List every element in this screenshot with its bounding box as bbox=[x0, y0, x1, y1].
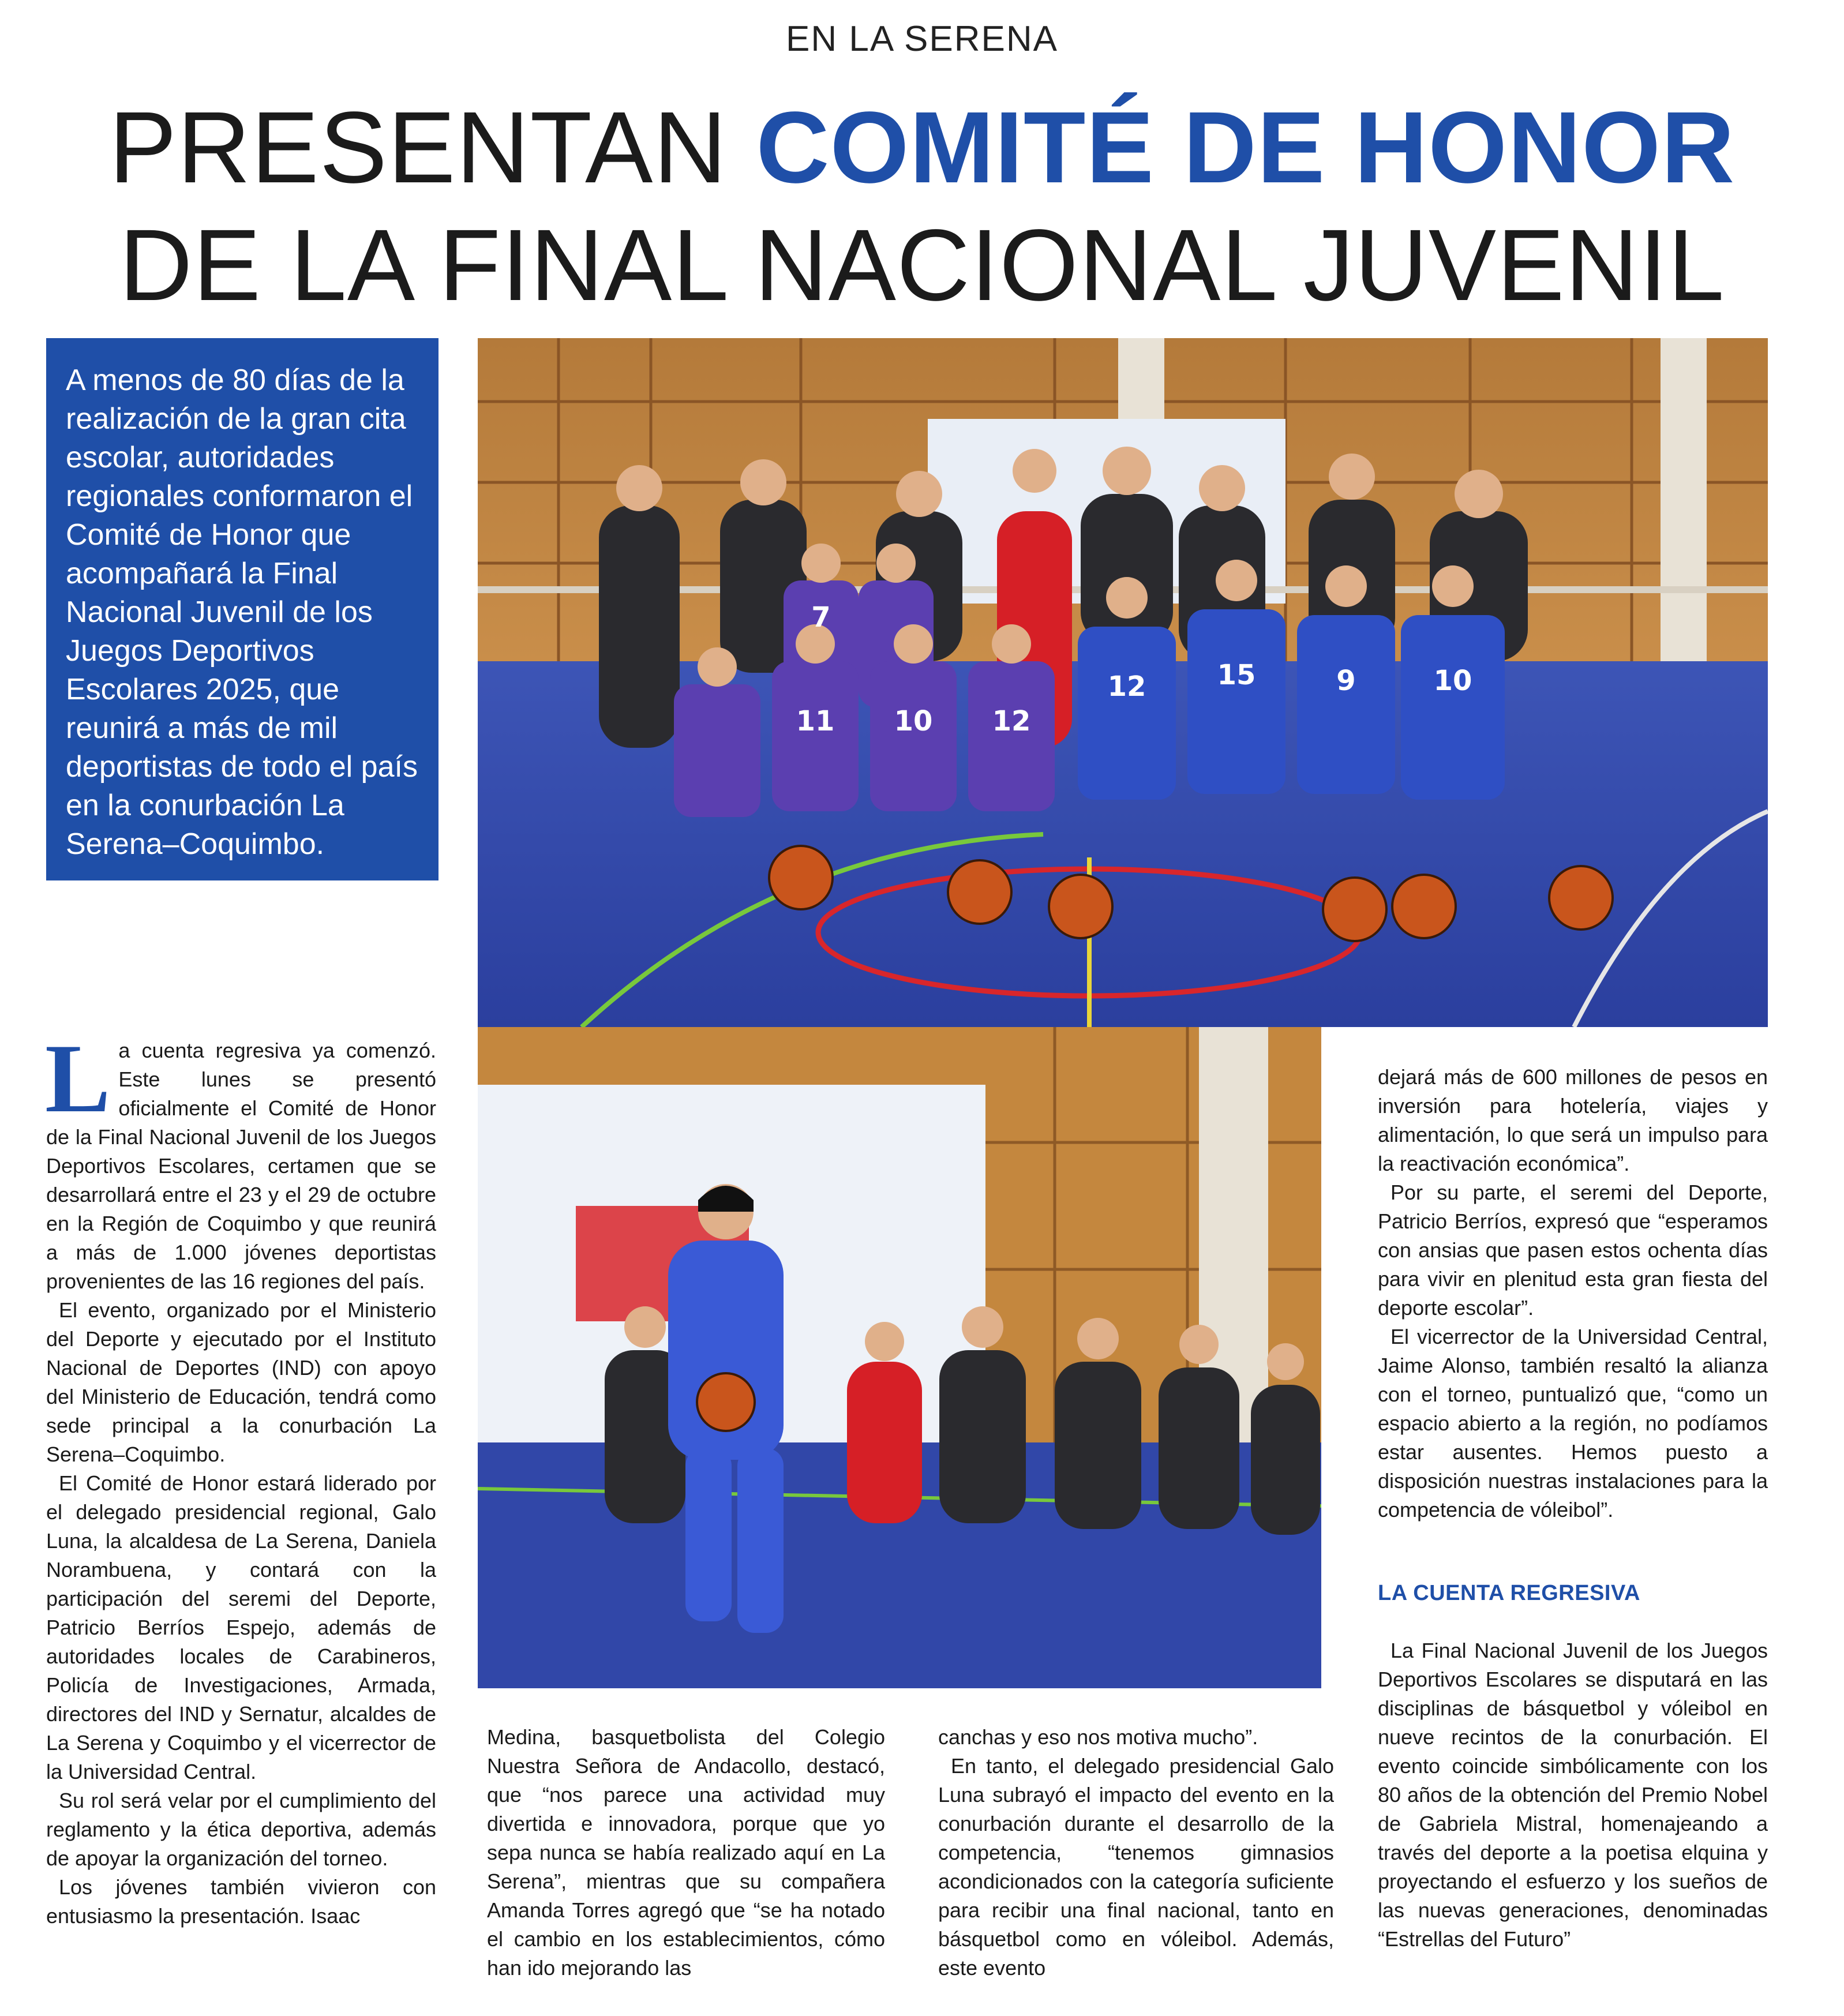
team-photo bbox=[478, 338, 1768, 1027]
jersey-number: 12 bbox=[1107, 670, 1146, 703]
headline-accent: COMITÉ DE HONOR bbox=[756, 91, 1736, 204]
body-column-3 bbox=[938, 1723, 1334, 1983]
jersey-number: 15 bbox=[1217, 659, 1256, 691]
paragraph: El Comité de Honor estará liderado por el delegado presidencial regional, Galo Luna, la alcaldesa de La Serena, Daniela Norambuena, y contará con la participación del seremi del Deporte, Patricio Berríos Espejo, además de autoridades locales de Carabineros, Policía de Investigaciones, Armada, directores del IND y Sernatur, alcaldes de La Serena y Coquimbo y el vicerrector de la Universidad Central. bbox=[46, 1471, 436, 1783]
team-photo-illustration bbox=[478, 338, 1768, 1027]
drop-cap: L bbox=[45, 1024, 111, 1133]
section-kicker: EN LA SERENA bbox=[786, 19, 1058, 59]
paragraph: Los jóvenes también vivieron con entusiasmo la presentación. Isaac bbox=[46, 1875, 436, 1928]
jersey-number: 11 bbox=[796, 705, 835, 737]
paragraph: Su rol será velar por el cumplimiento del reglamento y la ética deportiva, además de apoyar la organización del torneo. bbox=[46, 1789, 436, 1870]
headline-line-2: DE LA FINAL NACIONAL JUVENIL bbox=[119, 209, 1725, 322]
body-column-2 bbox=[487, 1723, 885, 1983]
body-column-4-bottom bbox=[1378, 1636, 1768, 1954]
jersey-number: 10 bbox=[894, 705, 933, 737]
paragraph: a cuenta regresiva ya comenzó. Este lunes se presentó oficialmente el Comité de Honor de la Final Nacional Juvenil de los Juegos Deportivos Escolares, certamen que se desarrollará entre el 23 y el 29 de octubre en la Región de Coquimbo y que reunirá a más de 1.000 jóvenes deportistas provenientes de las 16 regiones del país. bbox=[46, 1039, 436, 1293]
paragraph: canchas y eso nos motiva mucho”. bbox=[938, 1725, 1258, 1749]
jersey-number: 7 bbox=[811, 601, 831, 634]
player-photo bbox=[478, 1027, 1321, 1688]
paragraph: El evento, organizado por el Ministerio del Deporte y ejecutado por el Instituto Nacional de Deportes (IND) con apoyo del Ministerio de Educación, tendrá como sede principal a la conurbación La Serena–Coquimbo. bbox=[46, 1298, 436, 1466]
paragraph: El vicerrector de la Universidad Central, Jaime Alonso, también resaltó la alianza con el torneo, puntualizó que, “como un espacio abierto a la región, no podíamos estar ausentes. Hemos puesto a disposición nuestras instalaciones para la competencia de vóleibol”. bbox=[1378, 1325, 1768, 1522]
paragraph: Medina, basquetbolista del Colegio Nuestra Señora de Andacollo, destacó, que “nos parece una actividad muy divertida e innovadora, porque que yo sepa nunca se había realizado aquí en La Serena”, mientras que su compañera Amanda Torres agregó que “se ha notado el cambio en los establecimientos, cómo han ido mejorando las bbox=[487, 1725, 885, 1980]
jersey-number: 9 bbox=[1336, 665, 1356, 697]
body-column-4-top bbox=[1378, 1063, 1768, 1524]
jersey-number: 10 bbox=[1433, 665, 1472, 697]
paragraph: En tanto, el delegado presidencial Galo Luna subrayó el impacto del evento en la conurbación durante el desarrollo de la competencia, “tenemos gimnasios acondicionados con la categoría suficiente para recibir una final nacional, tanto en básquetbol como en vóleibol. Además, este evento bbox=[938, 1754, 1334, 1980]
section-subhead: LA CUENTA REGRESIVA bbox=[1378, 1581, 1640, 1605]
headline-line-1 bbox=[0, 91, 1844, 204]
paragraph: Por su parte, el seremi del Deporte, Patricio Berríos, expresó que “esperamos con ansias que pasen estos ochenta días para vivir en plenitud esta gran fiesta del deporte escolar”. bbox=[1378, 1181, 1768, 1320]
paragraph: La Final Nacional Juvenil de los Juegos Deportivos Escolares se disputará en las disciplinas de básquetbol y vóleibol en nueve recintos de la conurbación. El evento coincide simbólicamente con los 80 años de la obtención del Premio Nobel de Gabriela Mistral, homenajeando a través del deporte a la poetisa elquina y proyectando el esfuerzo y los sueños de las nuevas generaciones, denominadas “Estrellas del Futuro” bbox=[1378, 1639, 1768, 1951]
jersey-number: 12 bbox=[992, 705, 1031, 737]
body-column-1 bbox=[45, 1024, 436, 1931]
paragraph: dejará más de 600 millones de pesos en inversión para hotelería, viajes y alimentación, lo que será un impulso para la reactivación económica”. bbox=[1378, 1065, 1768, 1175]
lead-text: A menos de 80 días de la realización de la gran cita escolar, autoridades regionales conformaron el Comité de Honor que acompañará la Final Nacional Juvenil de los Juegos Deportivos Escolares 2025, que reunirá a más de mil deportistas de todo el país en la conurbación La Serena–Coquimbo. bbox=[66, 364, 418, 861]
lead-box bbox=[46, 338, 438, 880]
headline-plain: PRESENTAN bbox=[108, 91, 756, 204]
player-photo-illustration bbox=[478, 1027, 1321, 1688]
